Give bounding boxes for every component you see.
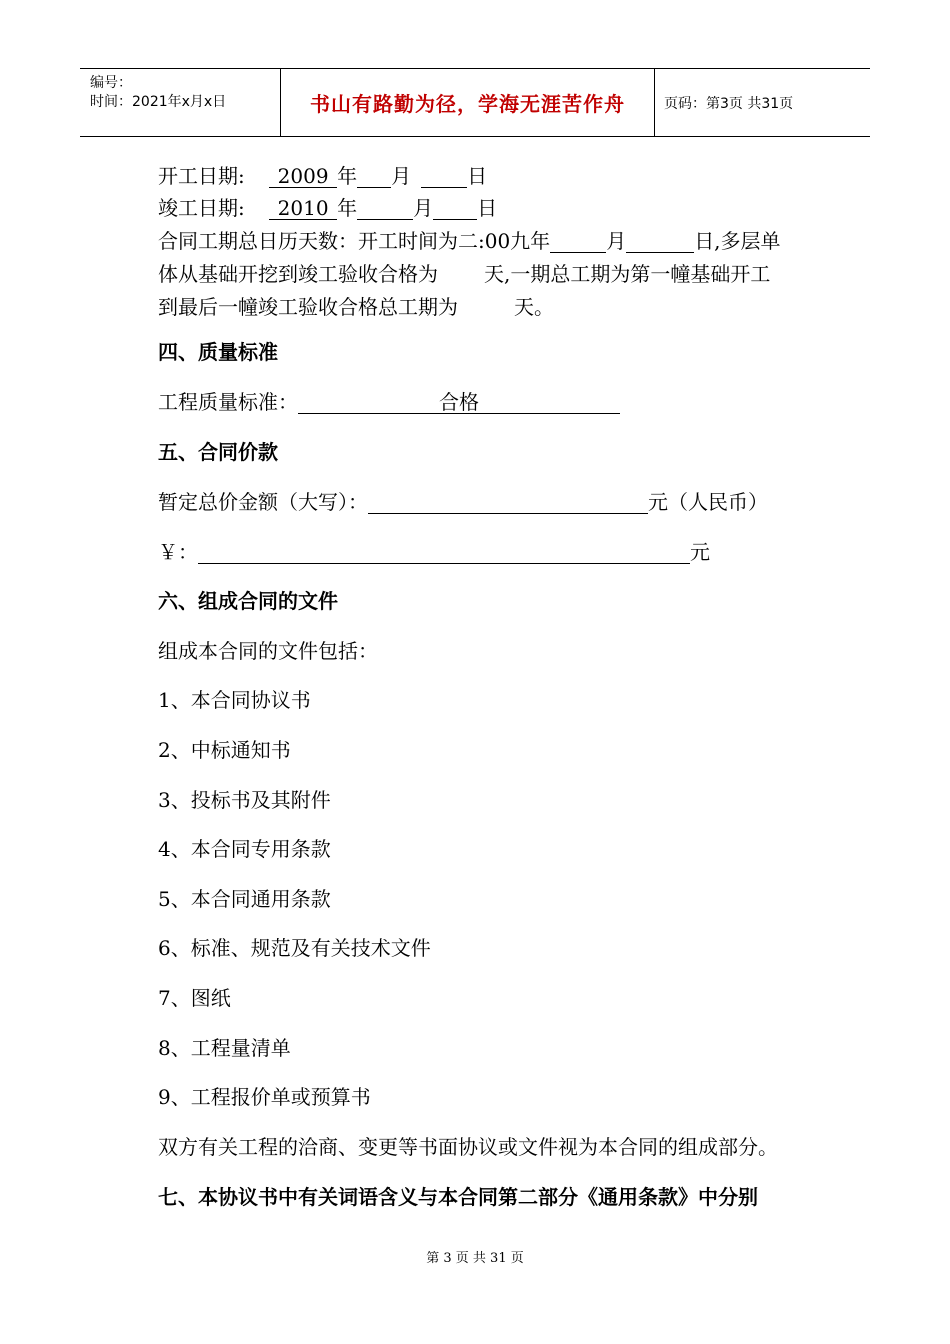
documents-note: 双方有关工程的洽商、变更等书面协议或文件视为本合同的组成部分。	[158, 1135, 778, 1159]
duration-month-blank	[550, 230, 606, 253]
header-center-cell	[280, 69, 655, 136]
duration-text-1a: 合同工期总日历天数：开工时间为二:00九年	[158, 229, 551, 253]
price-amount-blank	[368, 491, 648, 514]
price-yen-label: ￥：	[158, 540, 198, 564]
end-year-value: 2010	[269, 197, 337, 220]
start-date-label: 开工日期:	[158, 164, 245, 188]
document-item: 6、标准、规范及有关技术文件	[158, 936, 431, 960]
start-day-blank	[421, 165, 467, 188]
document-item: 1、本合同协议书	[158, 688, 311, 712]
header-left-cell	[80, 69, 280, 136]
duration-text-2a: 体从基础开挖到竣工验收合格为	[158, 262, 438, 286]
document-item: 3、投标书及其附件	[158, 788, 331, 812]
document-time-label: 时间：2021年x月x日	[90, 94, 227, 110]
price-yen-blank	[198, 541, 690, 564]
duration-text-2b: 天,一期总工期为第一幢基础开工	[484, 262, 771, 286]
quality-label: 工程质量标准：	[158, 390, 298, 414]
price-amount-unit: 元（人民币）	[648, 490, 768, 514]
header-motto: 书山有路勤为径，学海无涯苦作舟	[310, 92, 625, 116]
document-item: 2、中标通知书	[158, 738, 291, 762]
document-number-label: 编号：	[90, 75, 132, 91]
quality-heading: 四、质量标准	[158, 340, 278, 364]
price-heading: 五、合同价款	[158, 440, 278, 464]
document-item: 5、本合同通用条款	[158, 887, 331, 911]
price-yen-line	[158, 536, 710, 565]
quality-line	[158, 386, 620, 415]
price-yen-unit: 元	[690, 540, 710, 564]
quality-value: 合格	[298, 391, 620, 414]
duration-text-3a: 到最后一幢竣工验收合格总工期为	[158, 295, 458, 319]
document-item: 7、图纸	[158, 986, 231, 1010]
page-footer: 第 3 页 共 31 页	[426, 1251, 524, 1266]
day-unit: 日	[477, 196, 498, 220]
month-unit: 月	[391, 164, 412, 188]
start-month-blank	[357, 165, 391, 188]
duration-month-unit: 月	[606, 229, 627, 253]
duration-line-1	[158, 225, 781, 254]
duration-line-3	[158, 291, 554, 320]
document-item: 4、本合同专用条款	[158, 837, 331, 861]
duration-day-blank	[626, 230, 694, 253]
duration-text-3b: 天。	[514, 295, 554, 319]
start-year-value: 2009	[269, 165, 337, 188]
year-unit: 年	[337, 196, 358, 220]
year-unit: 年	[337, 164, 358, 188]
end-date-label: 竣工日期:	[158, 196, 245, 220]
document-item: 9、工程报价单或预算书	[158, 1085, 371, 1109]
documents-heading: 六、组成合同的文件	[158, 589, 338, 613]
end-day-blank	[433, 197, 477, 220]
duration-line-2	[158, 258, 770, 287]
end-date-line	[158, 192, 497, 221]
header-page-label: 页码：第3页 共31页	[664, 95, 794, 112]
page-header	[80, 68, 870, 137]
section7-heading: 七、本协议书中有关词语含义与本合同第二部分《通用条款》中分别	[158, 1185, 758, 1209]
start-date-line	[158, 160, 487, 189]
price-amount-label: 暂定总价金额（大写）：	[158, 490, 368, 514]
day-unit: 日	[467, 164, 488, 188]
duration-text-1b: 日,多层单	[694, 229, 781, 253]
end-month-blank	[357, 197, 413, 220]
header-right-cell	[654, 69, 870, 136]
document-item: 8、工程量清单	[158, 1036, 291, 1060]
documents-intro: 组成本合同的文件包括：	[158, 639, 378, 663]
month-unit: 月	[413, 196, 434, 220]
price-amount-line	[158, 486, 768, 515]
